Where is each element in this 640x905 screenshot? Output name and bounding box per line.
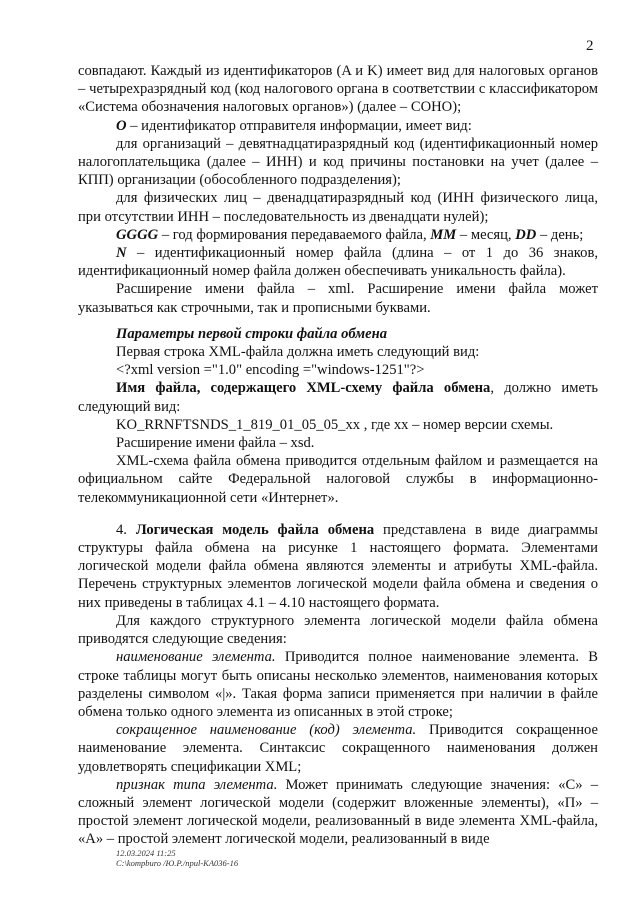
term-o: O [116, 117, 127, 134]
term-mm: MM [430, 226, 457, 243]
term-gggg: GGGG [116, 226, 159, 243]
footer-file-path: C:\kompburo /Ю.Р./приl-КА036-16 [116, 858, 239, 868]
paragraph-file-number: N – идентификационный номер файла (длина – от 1 до 36 знаков, идентификационный номер файла должен обеспечивать уникальность файла). [78, 245, 598, 280]
paragraph-schema-publication: XML-схема файла обмена приводится отдельным файлом и размещается на официальном сайте Федеральной налоговой службы в информационно-телекоммуникационной сети «Интернет». [78, 453, 598, 506]
paragraph-element-type: признак типа элемента. Может принимать следующие значения: «С» – сложный элемент логической модели (содержит вложенные элементы), «П» – простой элемент логической модели, реализованный в виде элемента XML-файла, «А» – простой элемент логической модели, реализованный в виде [78, 776, 598, 848]
section-heading-first-line: Параметры первой строки файла обмена [116, 325, 388, 342]
schema-filename-value: KO_RRNFTSNDS_1_819_01_05_05_xx , где xx – номер версии схемы. [116, 416, 554, 433]
term-dd: DD [515, 226, 537, 243]
paragraph-element-code: сокращенное наименование (код) элемента. Приводится сокращенное наименование элемента. Синтаксис сокращенного наименования должен удовлетворять спецификации XML; [78, 722, 598, 775]
paragraph-xsd-extension: Расширение имени файла – xsd. [116, 435, 315, 452]
paragraph-element-info-intro: Для каждого структурного элемента логической модели файла обмена приводятся следующие сведения: [78, 612, 598, 648]
paragraph-xml-extension: Расширение имени файла – xml. Расширение имени файла может указываться как строчными, так и прописными буквами. [78, 281, 598, 316]
document-body [78, 62, 598, 849]
paragraph-schema-filename: Имя файла, содержащего XML-схему файла обмена, должно иметь следующий вид: [78, 380, 598, 415]
document-footer [116, 848, 238, 868]
term-n: N [116, 245, 127, 262]
page-number: 2 [586, 38, 594, 54]
xml-declaration: <?xml version ="1.0" encoding ="windows-1251"?> [116, 362, 425, 379]
paragraph-date-format: GGGG – год формирования передаваемого файла, MM – месяц, DD – день; [116, 226, 584, 243]
paragraph-file-identifiers: совпадают. Каждый из идентификаторов (A и K) имеет вид для налоговых органов – четырехразрядный код (код налогового органа в соответствии с классификатором «Система обозначения налоговых органов») (далее – СОНО); [78, 63, 598, 116]
paragraph-first-line-intro: Первая строка XML-файла должна иметь следующий вид: [116, 344, 480, 361]
footer-timestamp: 12.03.2024 11:25 [116, 848, 176, 858]
paragraph-organizations: для организаций – девятнадцатиразрядный код (идентификационный номер налогоплательщика (далее – ИНН) и код причины постановки на учет (далее – КПП) организации (обособленного подразделения); [78, 135, 598, 189]
paragraph-logical-model: 4. Логическая модель файла обмена представлена в виде диаграммы структуры файла обмена на рисунке 1 настоящего формата. Элементами логической модели файла обмена являются элементы и атрибуты XML-файла. Перечень структурных элементов логической модели файла обмена и сведения о них приведены в таблицах 4.1 – 4.10 настоящего формата. [78, 521, 598, 611]
paragraph-sender-id: O – идентификатор отправителя информации, имеет вид: [116, 117, 472, 134]
paragraph-individuals: для физических лиц – двенадцатиразрядный код (ИНН физического лица, при отсутствии ИНН – последовательность из двенадцати нулей); [78, 190, 598, 225]
paragraph-element-name: наименование элемента. Приводится полное наименование элемента. В строке таблицы могут быть описаны несколько элементов, наименования которых разделены символом «|». Такая форма записи применяется при наличии в файле обмена только одного элемента из описанных в этой строке; [78, 649, 598, 720]
